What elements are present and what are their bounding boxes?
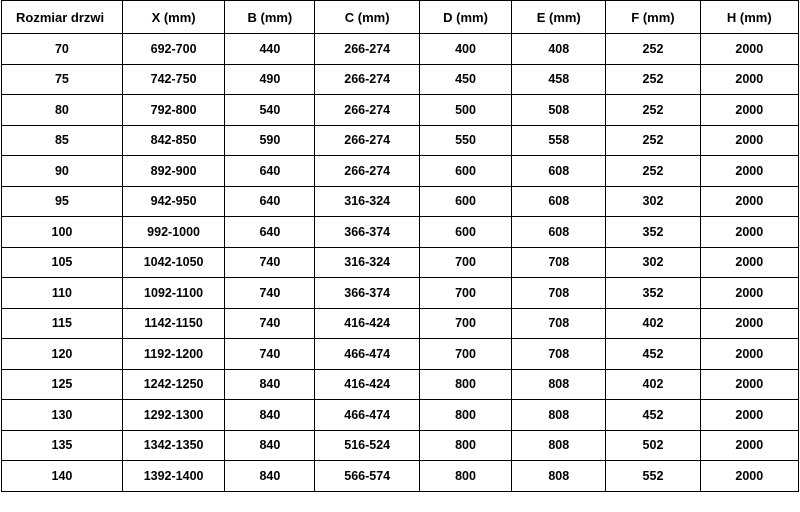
cell-d: 600 <box>419 186 511 217</box>
cell-door-size: 100 <box>2 217 123 248</box>
cell-h: 2000 <box>700 64 798 95</box>
cell-b: 840 <box>225 461 315 492</box>
cell-b: 440 <box>225 34 315 65</box>
cell-f: 302 <box>606 247 700 278</box>
cell-h: 2000 <box>700 461 798 492</box>
door-size-spec-table <box>1 0 799 492</box>
cell-c: 466-474 <box>315 339 419 370</box>
table-row <box>2 278 799 309</box>
cell-d: 800 <box>419 430 511 461</box>
cell-e: 708 <box>512 308 606 339</box>
column-header-x: X (mm) <box>122 1 224 34</box>
cell-door-size: 70 <box>2 34 123 65</box>
cell-door-size: 120 <box>2 339 123 370</box>
cell-door-size: 140 <box>2 461 123 492</box>
cell-x: 992-1000 <box>122 217 224 248</box>
cell-door-size: 75 <box>2 64 123 95</box>
cell-d: 700 <box>419 308 511 339</box>
cell-c: 416-424 <box>315 308 419 339</box>
column-header-d: D (mm) <box>419 1 511 34</box>
cell-e: 508 <box>512 95 606 126</box>
table-row <box>2 308 799 339</box>
cell-f: 252 <box>606 156 700 187</box>
column-header-h: H (mm) <box>700 1 798 34</box>
cell-f: 402 <box>606 308 700 339</box>
cell-b: 640 <box>225 217 315 248</box>
cell-f: 452 <box>606 339 700 370</box>
table-header <box>2 1 799 34</box>
cell-h: 2000 <box>700 430 798 461</box>
cell-h: 2000 <box>700 247 798 278</box>
column-header-b: B (mm) <box>225 1 315 34</box>
cell-h: 2000 <box>700 339 798 370</box>
cell-c: 566-574 <box>315 461 419 492</box>
cell-x: 742-750 <box>122 64 224 95</box>
cell-door-size: 130 <box>2 400 123 431</box>
cell-b: 740 <box>225 247 315 278</box>
table-row <box>2 34 799 65</box>
cell-c: 266-274 <box>315 156 419 187</box>
cell-x: 1192-1200 <box>122 339 224 370</box>
cell-f: 352 <box>606 278 700 309</box>
cell-e: 808 <box>512 461 606 492</box>
cell-b: 540 <box>225 95 315 126</box>
cell-b: 840 <box>225 430 315 461</box>
cell-c: 516-524 <box>315 430 419 461</box>
cell-f: 552 <box>606 461 700 492</box>
cell-x: 692-700 <box>122 34 224 65</box>
cell-x: 1042-1050 <box>122 247 224 278</box>
cell-b: 740 <box>225 278 315 309</box>
cell-c: 366-374 <box>315 278 419 309</box>
cell-e: 808 <box>512 430 606 461</box>
cell-h: 2000 <box>700 217 798 248</box>
column-header-f: F (mm) <box>606 1 700 34</box>
cell-h: 2000 <box>700 400 798 431</box>
cell-b: 490 <box>225 64 315 95</box>
cell-c: 266-274 <box>315 125 419 156</box>
cell-b: 740 <box>225 308 315 339</box>
cell-b: 840 <box>225 400 315 431</box>
cell-x: 1092-1100 <box>122 278 224 309</box>
cell-c: 266-274 <box>315 95 419 126</box>
cell-d: 500 <box>419 95 511 126</box>
cell-e: 808 <box>512 369 606 400</box>
table-row <box>2 95 799 126</box>
cell-f: 252 <box>606 125 700 156</box>
cell-h: 2000 <box>700 308 798 339</box>
cell-e: 408 <box>512 34 606 65</box>
cell-c: 366-374 <box>315 217 419 248</box>
cell-d: 550 <box>419 125 511 156</box>
cell-e: 608 <box>512 156 606 187</box>
cell-h: 2000 <box>700 186 798 217</box>
table-row <box>2 217 799 248</box>
cell-e: 608 <box>512 186 606 217</box>
table-row <box>2 156 799 187</box>
cell-d: 400 <box>419 34 511 65</box>
cell-f: 402 <box>606 369 700 400</box>
cell-d: 800 <box>419 369 511 400</box>
cell-door-size: 90 <box>2 156 123 187</box>
cell-x: 792-800 <box>122 95 224 126</box>
cell-x: 1242-1250 <box>122 369 224 400</box>
cell-b: 740 <box>225 339 315 370</box>
table-body <box>2 34 799 492</box>
table-row <box>2 64 799 95</box>
cell-b: 640 <box>225 156 315 187</box>
cell-x: 892-900 <box>122 156 224 187</box>
cell-c: 266-274 <box>315 64 419 95</box>
table-row <box>2 339 799 370</box>
cell-door-size: 105 <box>2 247 123 278</box>
cell-d: 450 <box>419 64 511 95</box>
cell-b: 840 <box>225 369 315 400</box>
cell-e: 608 <box>512 217 606 248</box>
cell-b: 640 <box>225 186 315 217</box>
cell-x: 842-850 <box>122 125 224 156</box>
cell-h: 2000 <box>700 95 798 126</box>
cell-h: 2000 <box>700 125 798 156</box>
cell-f: 252 <box>606 95 700 126</box>
table-row <box>2 186 799 217</box>
cell-e: 708 <box>512 278 606 309</box>
cell-d: 800 <box>419 400 511 431</box>
cell-f: 252 <box>606 64 700 95</box>
cell-h: 2000 <box>700 156 798 187</box>
table-row <box>2 125 799 156</box>
table-row <box>2 369 799 400</box>
cell-door-size: 125 <box>2 369 123 400</box>
cell-f: 252 <box>606 34 700 65</box>
cell-x: 1392-1400 <box>122 461 224 492</box>
table-row <box>2 430 799 461</box>
cell-b: 590 <box>225 125 315 156</box>
cell-door-size: 95 <box>2 186 123 217</box>
cell-c: 316-324 <box>315 186 419 217</box>
table-row <box>2 461 799 492</box>
cell-d: 600 <box>419 156 511 187</box>
cell-d: 700 <box>419 278 511 309</box>
cell-x: 942-950 <box>122 186 224 217</box>
table-header-row <box>2 1 799 34</box>
column-header-door-size: Rozmiar drzwi <box>2 1 123 34</box>
cell-h: 2000 <box>700 369 798 400</box>
cell-x: 1342-1350 <box>122 430 224 461</box>
cell-c: 466-474 <box>315 400 419 431</box>
cell-e: 708 <box>512 339 606 370</box>
cell-f: 502 <box>606 430 700 461</box>
cell-h: 2000 <box>700 34 798 65</box>
cell-f: 352 <box>606 217 700 248</box>
cell-d: 700 <box>419 339 511 370</box>
cell-c: 316-324 <box>315 247 419 278</box>
cell-h: 2000 <box>700 278 798 309</box>
cell-d: 800 <box>419 461 511 492</box>
cell-e: 558 <box>512 125 606 156</box>
cell-c: 416-424 <box>315 369 419 400</box>
cell-e: 708 <box>512 247 606 278</box>
cell-f: 452 <box>606 400 700 431</box>
cell-e: 458 <box>512 64 606 95</box>
cell-door-size: 115 <box>2 308 123 339</box>
cell-door-size: 135 <box>2 430 123 461</box>
column-header-c: C (mm) <box>315 1 419 34</box>
cell-door-size: 85 <box>2 125 123 156</box>
column-header-e: E (mm) <box>512 1 606 34</box>
cell-c: 266-274 <box>315 34 419 65</box>
cell-e: 808 <box>512 400 606 431</box>
cell-d: 700 <box>419 247 511 278</box>
cell-f: 302 <box>606 186 700 217</box>
table-row <box>2 247 799 278</box>
cell-d: 600 <box>419 217 511 248</box>
table-row <box>2 400 799 431</box>
cell-x: 1142-1150 <box>122 308 224 339</box>
cell-door-size: 110 <box>2 278 123 309</box>
cell-x: 1292-1300 <box>122 400 224 431</box>
cell-door-size: 80 <box>2 95 123 126</box>
